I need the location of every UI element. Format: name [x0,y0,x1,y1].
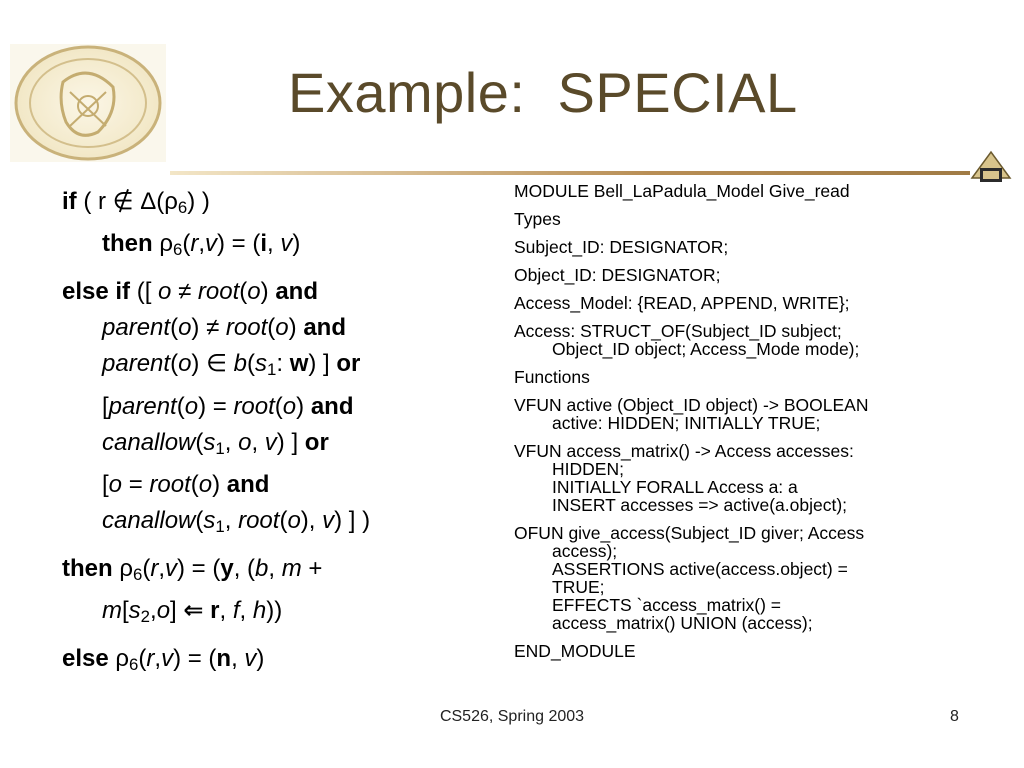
t: ) [296,392,311,420]
t: , [267,230,281,258]
t: , [239,597,253,625]
page-number: 8 [950,708,959,725]
t: ( [142,554,151,582]
formula-line-2 [62,226,502,268]
subscript: 6 [177,198,188,218]
var: r [146,645,155,673]
module-line: Object_ID: DESIGNATOR; [514,265,721,285]
formula-line-4 [62,310,502,346]
module-line: access_matrix() UNION (access); [552,613,813,633]
fn: canallow [102,506,196,534]
t: ([ [130,278,159,306]
formula-line-5 [62,346,502,388]
var: o [158,278,172,306]
t: , [154,645,162,673]
var: s [128,597,141,625]
kw-and: and [226,470,270,498]
module-header: MODULE Bell_LaPadula_Model Give_read [514,181,850,201]
footer-course: CS526, Spring 2003 [439,708,585,725]
t: ] [170,597,184,625]
t: Δ(ρ [133,188,178,215]
t: ( [195,428,204,456]
t: [ [102,470,109,498]
var: o [238,428,252,456]
var: s [255,350,268,378]
var: o [198,470,213,498]
fn: parent [108,392,177,420]
module-line: Object_ID object; Access_Mode mode); [552,339,860,359]
t: , [251,428,265,456]
module-line: Subject_ID: DESIGNATOR; [514,237,729,257]
fn: root [197,278,240,306]
kw-if: if [62,188,77,215]
t: ) [288,314,304,342]
t: ( [176,392,185,420]
formula-line-6 [62,389,502,425]
formula-line-10 [62,551,502,593]
access-w: w [289,350,309,378]
t: ( [138,645,147,673]
module-line: TRUE; [552,577,605,597]
slide-title: Example: SPECIAL [288,61,798,124]
formula-line-1 [62,184,502,226]
kw-and: and [275,278,318,306]
module-line: Functions [514,367,590,387]
subscript: 6 [133,565,143,585]
var: v [322,506,335,534]
formula-line-9 [62,503,502,545]
subscript: 1 [215,438,225,458]
var: o [156,597,171,625]
special-module-listing [514,182,994,660]
fn: b [255,554,269,582]
t: ), [300,506,323,534]
var: o [178,350,192,378]
subscript: 6 [129,655,139,675]
t: ) = [198,392,234,420]
decision-n: n [216,645,232,673]
t: ) [212,470,227,498]
kw-and: and [303,314,346,342]
t: ) ) [187,188,210,215]
var: h [252,597,267,625]
module-line: INSERT accesses => active(a.object); [552,495,848,515]
t: , [150,597,157,625]
module-footer: END_MODULE [514,641,636,661]
t: , [268,554,282,582]
t: , [198,230,206,258]
module-line: VFUN access_matrix() -> Access accesses: [514,441,854,461]
kw-else: else [62,645,109,673]
module-line: ASSERTIONS active(access.object) = [552,559,848,579]
formula-line-7 [62,425,502,467]
module-line: INITIALLY FORALL Access a: a [552,477,798,497]
fn: root [238,506,280,534]
subscript: 1 [215,516,225,536]
kw-then: then [102,230,153,258]
var: v [280,230,293,258]
t: ρ [152,230,173,258]
t: ) [260,278,276,306]
t: ≠ [171,278,198,306]
t: [ [102,392,109,420]
var: v [244,645,257,673]
fn: parent [102,314,171,342]
var: o [108,470,123,498]
t: , [231,645,245,673]
t: ( [274,392,283,420]
rule-formula [62,184,502,684]
formula-line-3 [62,274,502,310]
module-line: Types [514,209,561,229]
t: )) [266,597,283,625]
var: o [178,314,192,342]
t: , [219,597,233,625]
t: ) [292,230,301,258]
t: + [301,554,323,582]
t: ( [182,230,191,258]
kw-or: or [304,428,329,456]
t: ( [239,278,248,306]
var: m [102,597,122,625]
t: ( [195,506,204,534]
t: ( [267,314,276,342]
subscript: 6 [173,240,183,260]
module-line: access); [552,541,618,561]
var: v [264,428,277,456]
var: f [232,597,240,625]
kw-and: and [310,392,354,420]
module-line: OFUN give_access(Subject_ID giver; Access [514,523,865,543]
subscript: 1 [267,360,277,380]
fn: parent [102,350,171,378]
t: ( [247,350,256,378]
left-arrow-icon: ⇐ [183,597,204,625]
module-line: active: HIDDEN; INITIALLY TRUE; [552,413,821,433]
module-line: VFUN active (Object_ID object) -> BOOLEAN [514,395,869,415]
module-line: Access: STRUCT_OF(Subject_ID subject; [514,321,842,341]
not-in-symbol: ∉ [112,188,134,215]
var: v [205,230,218,258]
fn: b [233,350,248,378]
module-line: EFFECTS `access_matrix() = [552,595,781,615]
var: o [287,506,301,534]
t: ) = ( [217,230,261,258]
formula-line-8 [62,467,502,503]
var: o [275,314,289,342]
formula-line-12 [62,641,502,683]
t: ( [170,350,179,378]
fn: root [225,314,268,342]
module-line: Access_Model: {READ, APPEND, WRITE}; [514,293,850,313]
t: ( [170,314,179,342]
t: , ( [233,554,256,582]
var: m [281,554,302,582]
t: , [224,428,239,456]
fn: root [149,470,191,498]
var: r [190,230,199,258]
fn: root [233,392,275,420]
t: ( [279,506,288,534]
t: [ [122,597,129,625]
subscript: 2 [140,607,151,627]
decision-y: y [220,554,234,582]
kw-or: or [336,350,361,378]
t: , [224,506,239,534]
fn: canallow [102,428,196,456]
formula-line-11 [62,593,502,635]
t: ) ∈ [191,350,234,378]
t: ( r [76,188,113,215]
t: : [276,350,290,378]
t: ) = ( [173,645,217,673]
var: r [150,554,159,582]
t: ) ] [308,350,337,378]
var: v [161,645,174,673]
t: ( [190,470,199,498]
title-divider [170,171,970,175]
access-i: i [260,230,268,258]
module-line: HIDDEN; [552,459,624,479]
t: ) ] [276,428,305,456]
kw-else-if: else if [62,278,131,306]
t: ) = ( [177,554,221,582]
var: v [165,554,178,582]
t: , [158,554,166,582]
kw-then: then [62,554,113,582]
var: o [282,392,297,420]
t: ) ] ) [334,506,371,534]
var: s [203,506,216,534]
var: o [184,392,199,420]
access-r: r [210,597,220,625]
purdue-seal-image [8,42,168,164]
t: = [122,470,150,498]
t: ρ [112,554,133,582]
t: ) [256,645,265,673]
var: o [247,278,261,306]
t: ρ [108,645,130,673]
t: ) ≠ [191,314,226,342]
var: s [203,428,216,456]
